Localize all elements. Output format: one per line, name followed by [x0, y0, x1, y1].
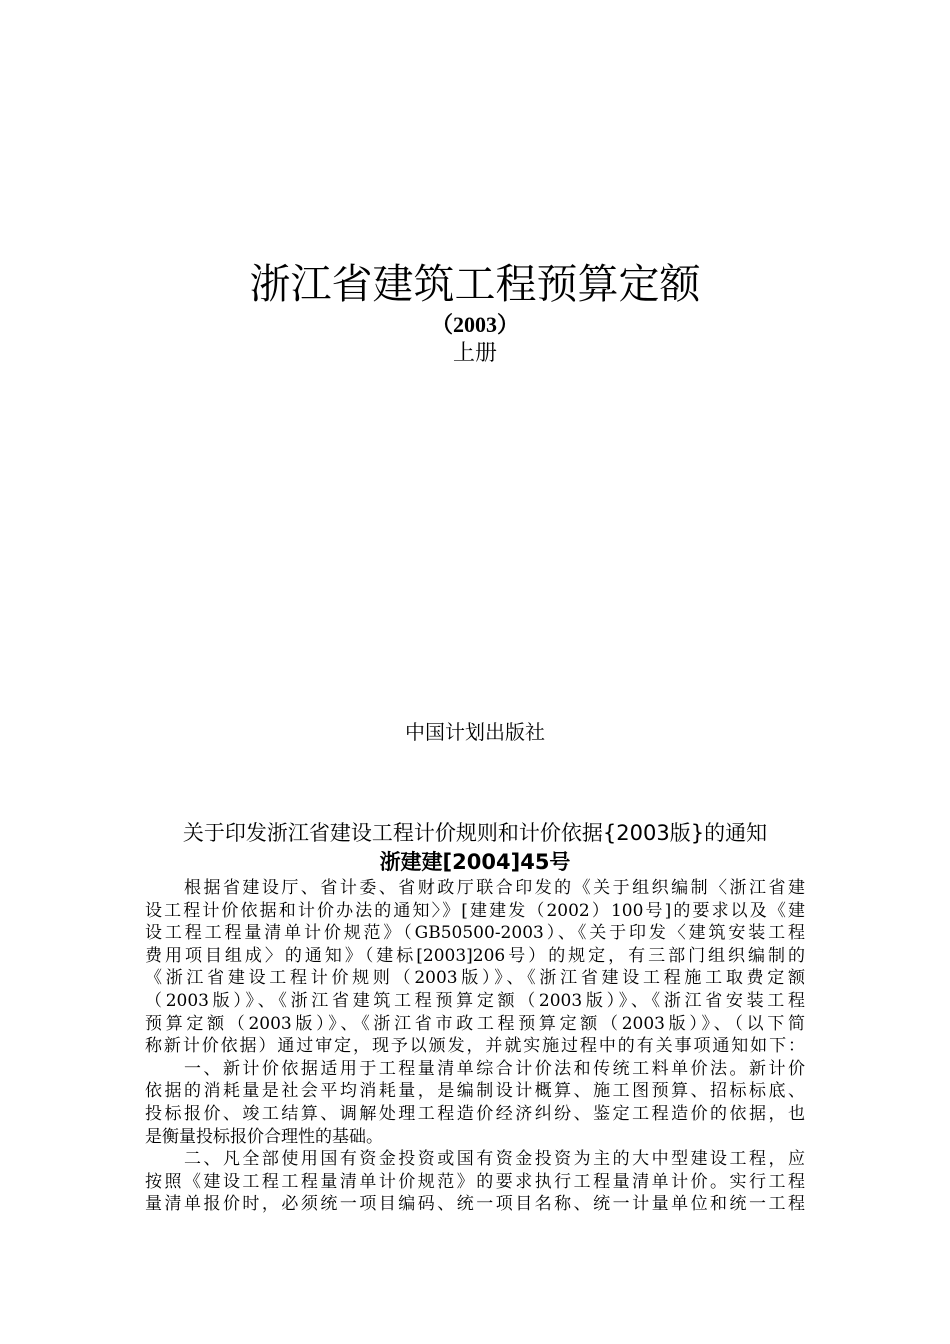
cover-year: （2003） [430, 312, 519, 337]
body-line: 费用项目组成〉的通知》（建标[2003]206号）的规定，有三部门组织编制的 [145, 945, 805, 966]
notice-body [145, 877, 805, 1216]
body-line: 设工程计价依据和计价办法的通知〉》[建建发（2002）100号]的要求以及《建 [145, 900, 805, 921]
cover-volume: 上册 [452, 341, 497, 366]
body-line: 设工程工程量清单计价规范》（GB50500-2003）、《关于印发〈建筑安装工程 [145, 923, 805, 944]
body-line: 依据的消耗量是社会平均消耗量，是编制设计概算、施工图预算、招标标底、 [145, 1081, 805, 1102]
body-line: 称新计价依据）通过审定，现予以颁发，并就实施过程中的有关事项通知如下： [145, 1036, 805, 1057]
body-line: 按照《建设工程工程量清单计价规范》的要求执行工程量清单计价。实行工程 [145, 1171, 805, 1192]
notice-doc-number: 浙建建[2004]45号 [379, 850, 571, 874]
cover-title: 浙江省建筑工程预算定额 [249, 260, 701, 308]
body-line: 一、新计价依据适用于工程量清单综合计价法和传统工料单价法。新计价 [145, 1058, 805, 1079]
body-line: 是衡量投标报价合理性的基础。 [145, 1126, 383, 1147]
notice-title: 关于印发浙江省建设工程计价规则和计价依据{2003版}的通知 [182, 821, 768, 845]
body-line: 《浙江省建设工程计价规则（2003版）》、《浙江省建设工程施工取费定额 [145, 968, 805, 989]
body-line: 预算定额（2003版）》、《浙江省市政工程预算定额（2003版）》、（以下简 [145, 1013, 805, 1034]
body-line: 量清单报价时，必须统一项目编码、统一项目名称、统一计量单位和统一工程 [145, 1194, 805, 1215]
body-line: 根据省建设厅、省计委、省财政厅联合印发的《关于组织编制〈浙江省建 [145, 878, 805, 898]
body-line: （2003版）》、《浙江省建筑工程预算定额（2003版）》、《浙江省安装工程 [145, 990, 805, 1011]
body-line: 投标报价、竣工结算、调解处理工程造价经济纠纷、鉴定工程造价的依据，也 [145, 1103, 805, 1124]
cover-publisher: 中国计划出版社 [405, 720, 545, 744]
body-line: 二、凡全部使用国有资金投资或国有资金投资为主的大中型建设工程，应 [145, 1149, 805, 1170]
